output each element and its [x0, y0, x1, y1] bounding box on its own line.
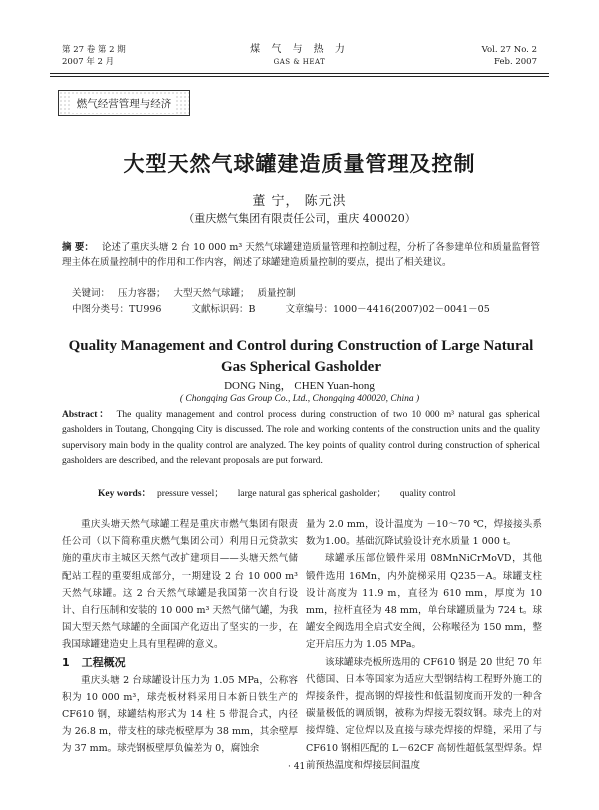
affiliation-en: ( Chongqing Gas Group Co., Ltd., Chongqing 400020, China ) — [179, 394, 420, 404]
header-issue-info-en — [482, 44, 537, 68]
page-number: · 41 · — [288, 762, 311, 772]
body-paragraph: 该球罐球壳板所选用的 CF610 钢是 20 世纪 70 年代德国、日本等国家为适应大型钢结构工程野外施工的焊接条件，提高钢的焊接性和低温韧度而开发的一种含碳量极低的调质钢，被称为焊接无裂纹钢。球壳上的对接焊缝、定位焊以及直接与球壳焊接的焊缝，采用了与 CF610 钢相匹配的 L－62CF 高韧性超低氢型焊条。焊前预热温度和焊接层间温度 — [306, 656, 542, 771]
journal-name-cn: 煤 气 与 热 力 — [250, 44, 349, 55]
document-code: 文献标识码：B — [191, 304, 256, 315]
section-heading — [62, 654, 298, 672]
authors-en: DONG Ning， CHEN Yuan-hong — [224, 380, 375, 392]
header-rule-thin — [50, 76, 549, 77]
header-rule-thick — [50, 73, 549, 74]
body-paragraph: 重庆头塘天然气球罐工程是重庆市燃气集团有限责任公司（以下简称重庆燃气集团公司）利用日元贷款实施的重庆市主城区天然气改扩建项目——头塘天然气储配站工程的重要组成部分，一期建设 2 台 10 000 m³ 天然气球罐。这 2 台天然气球罐是我国第一次自行设计、自行压制和安装的 10 000 m³ 天然气储气罐，为我国大型天然气球罐的全面国产化迈出了坚实的一步，在我国球罐建造史上具有里程碑的意义。 — [62, 519, 298, 651]
keywords-cn — [72, 286, 304, 301]
header-volume-issue-en: Vol. 27 No. 2 — [481, 45, 537, 55]
body-paragraph: 球罐承压部位锻件采用 08MnNiCrMoVD，其他锻件选用 16Mn，内外旋梯采用 Q235－A。球罐支柱设计高度为 11.9 m，直径为 610 mm，厚度为 10 mm，拉杆直径为 48 mm，单台球罐质量为 724 t。球罐安全阀选用全启式安全阀，公称喉径为 150 mm，整定开启压力为 1.05 MPa。 — [306, 553, 542, 651]
body-paragraph: 量为 2.0 mm，设计温度为 －10～70 ℃，焊接接头系数为1.00。基础沉降试验设计充水质量 1 000 t。 — [306, 519, 542, 548]
header-date-en: Feb. 2007 — [494, 57, 537, 67]
abstract-cn-label: 摘 要： — [62, 242, 94, 253]
article-number: 文章编号：1000－4416(2007)02－0041－05 — [285, 304, 490, 315]
paper-title-cn: 大型天然气球罐建造质量管理及控制 — [123, 152, 476, 176]
keyword-cn: 质量控制 — [257, 288, 296, 299]
body-column-right — [306, 516, 542, 774]
keyword-en: quality control — [399, 489, 456, 499]
classification-cn — [72, 302, 490, 317]
header-date: 2007 年 2 月 — [62, 57, 115, 67]
keyword-cn: 大型天然气球罐； — [173, 288, 250, 299]
journal-name-en: GAS & HEAT — [273, 58, 326, 66]
header-volume-issue: 第 27 卷 第 2 期 — [62, 45, 126, 55]
abstract-en-text: The quality management and control process during construction of two 10 000 m³ natural gas spherical gasholders in Toutang, Chongqing City is discussed. The role and working contents of the construction units and the quality supervisory main body in the quality control are analyzed. The key points of quality control during construction of spherical gasholders are described, and the relevant proposals are put forward. — [62, 410, 540, 466]
abstract-en — [62, 408, 540, 469]
keywords-cn-label: 关键词： — [72, 288, 111, 299]
section-tag-label: 燃气经营管理与经济 — [72, 94, 177, 113]
body-paragraph: 重庆头塘 2 台球罐设计压力为 1.05 MPa，公称容积为 10 000 m³，球壳板材料采用日本新日铁生产的 CF610 钢，球罐结构形式为 14 柱 5 带混合式，内径为 26.8 m，带支柱的球壳板壁厚为 38 mm，其余壁厚为 37 mm。球壳钢板壁厚负偏差为 0，腐蚀余 — [62, 674, 298, 755]
abstract-cn-text: 论述了重庆头塘 2 台 10 000 m³ 天然气球罐建造质量管理和控制过程，分析了各参建单位和质量监督管理主体在质量控制中的作用和工作内容，阐述了球罐建造质量控制的要点，提出了相关建议。 — [62, 242, 541, 268]
keywords-en-label: Key words： — [98, 489, 152, 499]
affiliation-cn: （重庆燃气集团有限责任公司，重庆 400020） — [183, 212, 416, 225]
paper-title-en: Quality Management and Control during Construction of Large Natural Gas Spherical Gasholder — [68, 338, 534, 375]
section-heading-number: 1 — [62, 655, 70, 669]
body-column-left — [62, 516, 298, 758]
keyword-en: large natural gas spherical gasholder； — [237, 489, 386, 499]
keywords-en — [98, 485, 470, 499]
keyword-en: pressure vessel； — [157, 489, 224, 499]
abstract-en-label: Abstract： — [62, 410, 111, 420]
authors-cn: 董 宁， 陈元洪 — [252, 194, 347, 209]
keyword-cn: 压力容器； — [118, 288, 166, 299]
clc-number: 中图分类号：TU996 — [72, 304, 162, 315]
section-tag — [58, 90, 190, 116]
section-heading-text: 工程概况 — [81, 655, 126, 669]
abstract-cn — [62, 240, 540, 270]
